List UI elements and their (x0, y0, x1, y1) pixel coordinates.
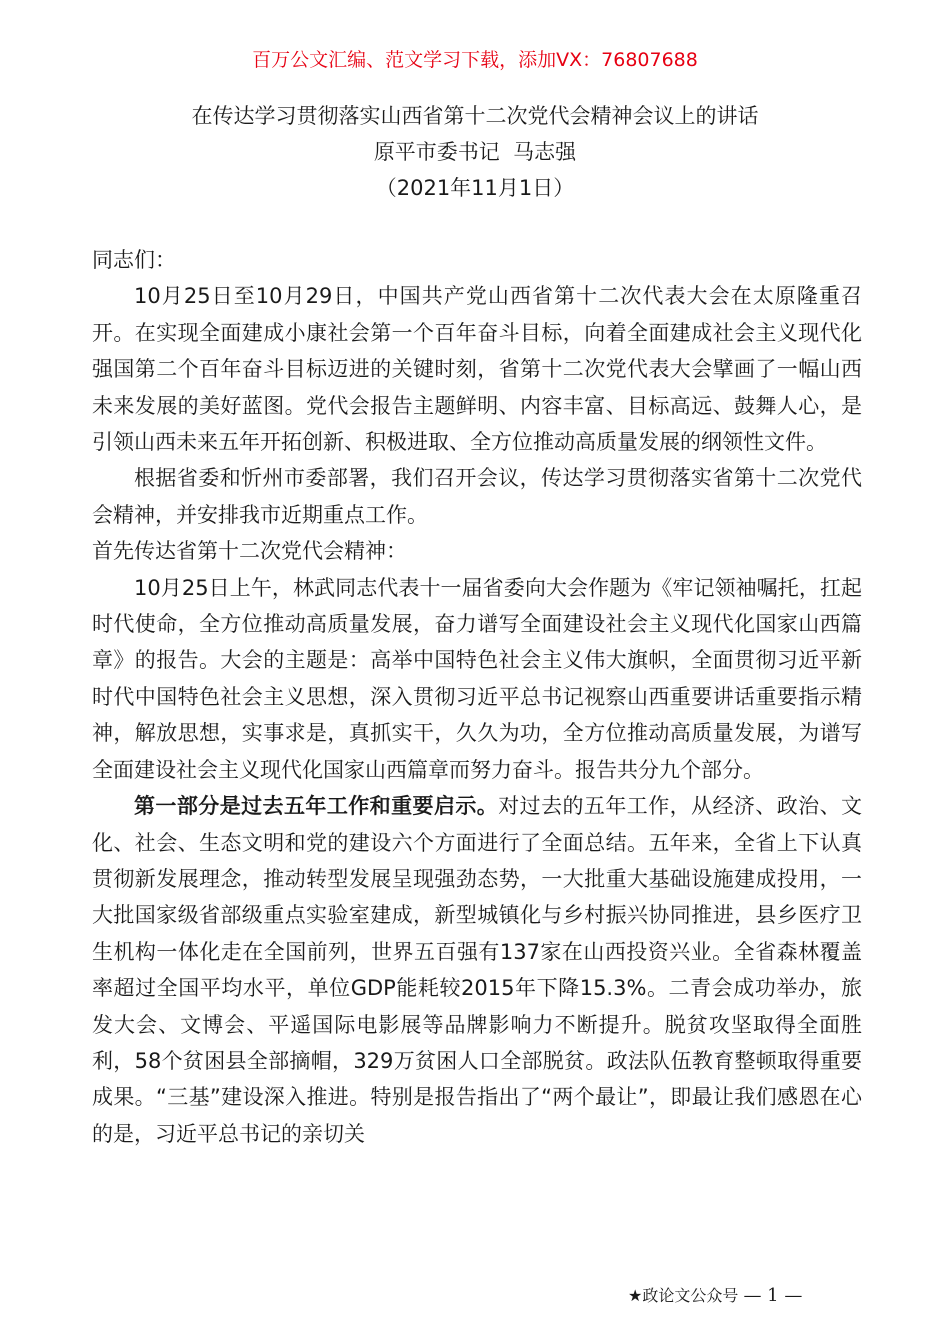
salutation: 同志们： (92, 248, 176, 272)
paragraph-2: 根据省委和忻州市委部署，我们召开会议，传达学习贯彻落实省第十二次党代会精神，并安排我市近期重点工作。 (92, 466, 862, 527)
speech-date: （2021年11月1日） (375, 176, 575, 200)
title-block (0, 98, 950, 206)
document-body (92, 242, 862, 1152)
page-footer (628, 1284, 868, 1308)
header-promo-note: 百万公文汇编、范文学习下载，添加VX：76807688 (252, 49, 698, 71)
speech-title: 在传达学习贯彻落实山西省第十二次党代会精神会议上的讲话 (191, 104, 759, 128)
paragraph-4: 10月25日上午，林武同志代表十一届省委向大会作题为《牢记领袖嘱托，扛起时代使命，全方位推动高质量发展，奋力谱写全面建设社会主义现代化国家山西篇章》的报告。大会的主题是：高举中国特色社会主义伟大旗帜，全面贯彻习近平新时代中国特色社会主义思想，深入贯彻习近平总书记视察山西重要讲话重要指示精神，解放思想，实事求是，真抓实干，久久为功，全方位推动高质量发展，为谱写全面建设社会主义现代化国家山西篇章而努力奋斗。报告共分九个部分。 (92, 575, 862, 782)
footer-source: ★政论文公众号 (628, 1286, 739, 1305)
paragraph-3: 首先传达省第十二次党代会精神： (92, 539, 407, 564)
paragraph-5-text: 对过去的五年工作，从经济、政治、文化、社会、生态文明和党的建设六个方面进行了全面总结。五年来，全省上下认真贯彻新发展理念，推动转型发展呈现强劲态势，一大批重大基础设施建成投用，一大批国家级省部级重点实验室建成，新型城镇化与乡村振兴协同推进，县乡医疗卫生机构一体化走在全国前列，世界五百强有137家在山西投资兴业。全省森林覆盖率超过全国平均水平，单位GDP能耗较2015年下降15.3%。二青会成功举办，旅发大会、文博会、平遥国际电影展等品牌影响力不断提升。脱贫攻坚取得全面胜利，58个贫困县全部摘帽，329万贫困人口全部脱贫。政法队伍教育整顿取得重要成果。“三基”建设深入推进。特别是报告指出了“两个最让”，即最让我们感恩在心的是，习近平总书记的亲切关 (92, 794, 863, 1146)
paragraph-5 (92, 788, 862, 1152)
paragraph-1: 10月25日至10月29日，中国共产党山西省第十二次代表大会在太原隆重召开。在实现全面建成小康社会第一个百年奋斗目标，向着全面建成社会主义现代化强国第二个百年奋斗目标迈进的关键时刻，省第十二次党代表大会擘画了一幅山西未来发展的美好蓝图。党代会报告主题鲜明、内容丰富、目标高远、鼓舞人心，是引领山西未来五年开拓创新、积极进取、全方位推动高质量发展的纲领性文件。 (92, 284, 862, 455)
section-heading-part-1: 第一部分是过去五年工作和重要启示。 (134, 794, 499, 819)
page-number: — 1 — (743, 1285, 803, 1306)
speaker-line: 原平市委书记 马志强 (373, 140, 577, 164)
